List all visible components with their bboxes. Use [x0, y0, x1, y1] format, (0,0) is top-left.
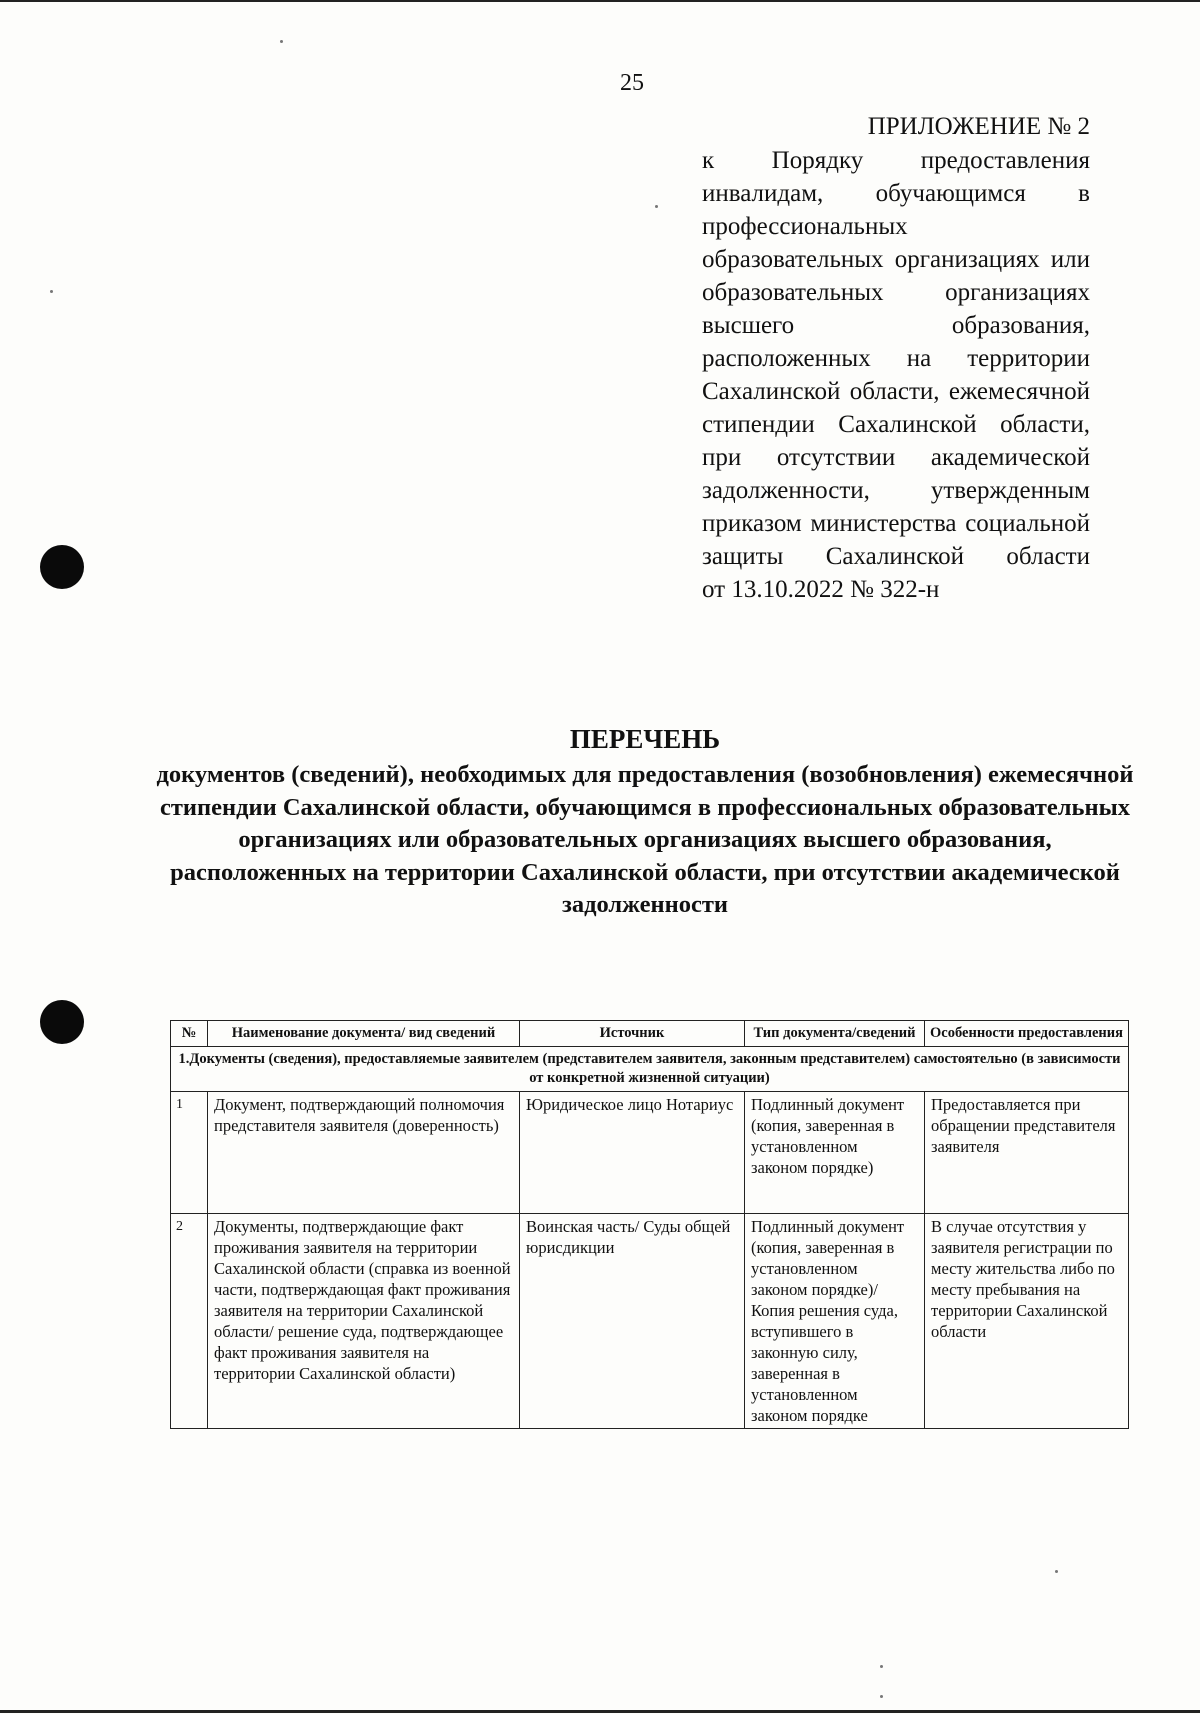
header-name: Наименование документа/ вид сведений [208, 1021, 520, 1047]
heading-title: ПЕРЕЧЕНЬ [569, 724, 721, 754]
row-name: Документ, подтверждающий полномочия представителя заявителя (доверенность) [208, 1092, 520, 1214]
scan-speck [1055, 1570, 1058, 1573]
row-name: Документы, подтверждающие факт проживания заявителя на территории Сахалинской области (справка из военной части, подтверждающая факт проживания заявителя на территории Сахалинской области/ решение суда, подтверждающее факт проживания заявителя на территории Сахалинской области) [208, 1214, 520, 1429]
header-num: № [171, 1021, 208, 1047]
row-type: Подлинный документ (копия, заверенная в установленном законом порядке)/ Копия решения суда, вступившего в законную силу, заверенная в установленном законом порядке [745, 1214, 925, 1429]
row-num: 2 [171, 1214, 208, 1429]
table-row [171, 1092, 1129, 1214]
scan-speck [655, 205, 658, 208]
header-type: Тип документа/сведений [745, 1021, 925, 1047]
header-features: Особенности предоставления [925, 1021, 1129, 1047]
scan-top-edge [0, 0, 1200, 2]
punch-hole [40, 545, 84, 589]
punch-hole [40, 1000, 84, 1044]
appendix-title: ПРИЛОЖЕНИЕ № 2 [867, 113, 1090, 140]
row-features: Предоставляется при обращении представителя заявителя [925, 1092, 1129, 1214]
scan-speck [880, 1695, 883, 1698]
table-row [171, 1214, 1129, 1429]
row-features: В случае отсутствия у заявителя регистрации по месту жительства либо по месту пребывания на территории Сахалинской области [925, 1214, 1129, 1429]
table-header-row [171, 1021, 1129, 1047]
row-source: Воинская часть/ Суды общей юрисдикции [520, 1214, 745, 1429]
section-title: 1.Документы (сведения), предоставляемые заявителем (представителем заявителя, законным представителем) самостоятельно (в зависимости от конкретной жизненной ситуации) [171, 1047, 1129, 1092]
header-source: Источник [520, 1021, 745, 1047]
document-heading [150, 722, 1140, 922]
row-type: Подлинный документ (копия, заверенная в установленном законом порядке) [745, 1092, 925, 1214]
scan-speck [50, 290, 53, 293]
scan-bottom-edge [0, 1710, 1200, 1713]
appendix-order-reference: от 13.10.2022 № 322-н [702, 576, 940, 603]
appendix-text: к Порядку предоставления инвалидам, обучающимся в профессиональных образовательных организациях или образовательных организациях высшего образования, расположенных на территории Сахалинской области, ежемесячной стипендии Сахалинской области, при отсутствии академической задолженности, утвержденным приказом министерства социальной защиты Сахалинской области [702, 147, 1090, 570]
page-number: 25 [620, 70, 644, 96]
documents-table [170, 1020, 1129, 1429]
scan-speck [280, 40, 283, 43]
row-num: 1 [171, 1092, 208, 1214]
scan-speck [880, 1665, 883, 1668]
row-source: Юридическое лицо Нотариус [520, 1092, 745, 1214]
appendix-body [702, 144, 1090, 606]
heading-subtitle: документов (сведений), необходимых для предоставления (возобновления) ежемесячной стипендии Сахалинской области, обучающимся в профессиональных образовательных организациях или образовательных организациях высшего образования, расположенных на территории Сахалинской области, при отсутствии академической задолженности [156, 761, 1134, 918]
section-row [171, 1047, 1129, 1092]
appendix-block [702, 110, 1090, 606]
